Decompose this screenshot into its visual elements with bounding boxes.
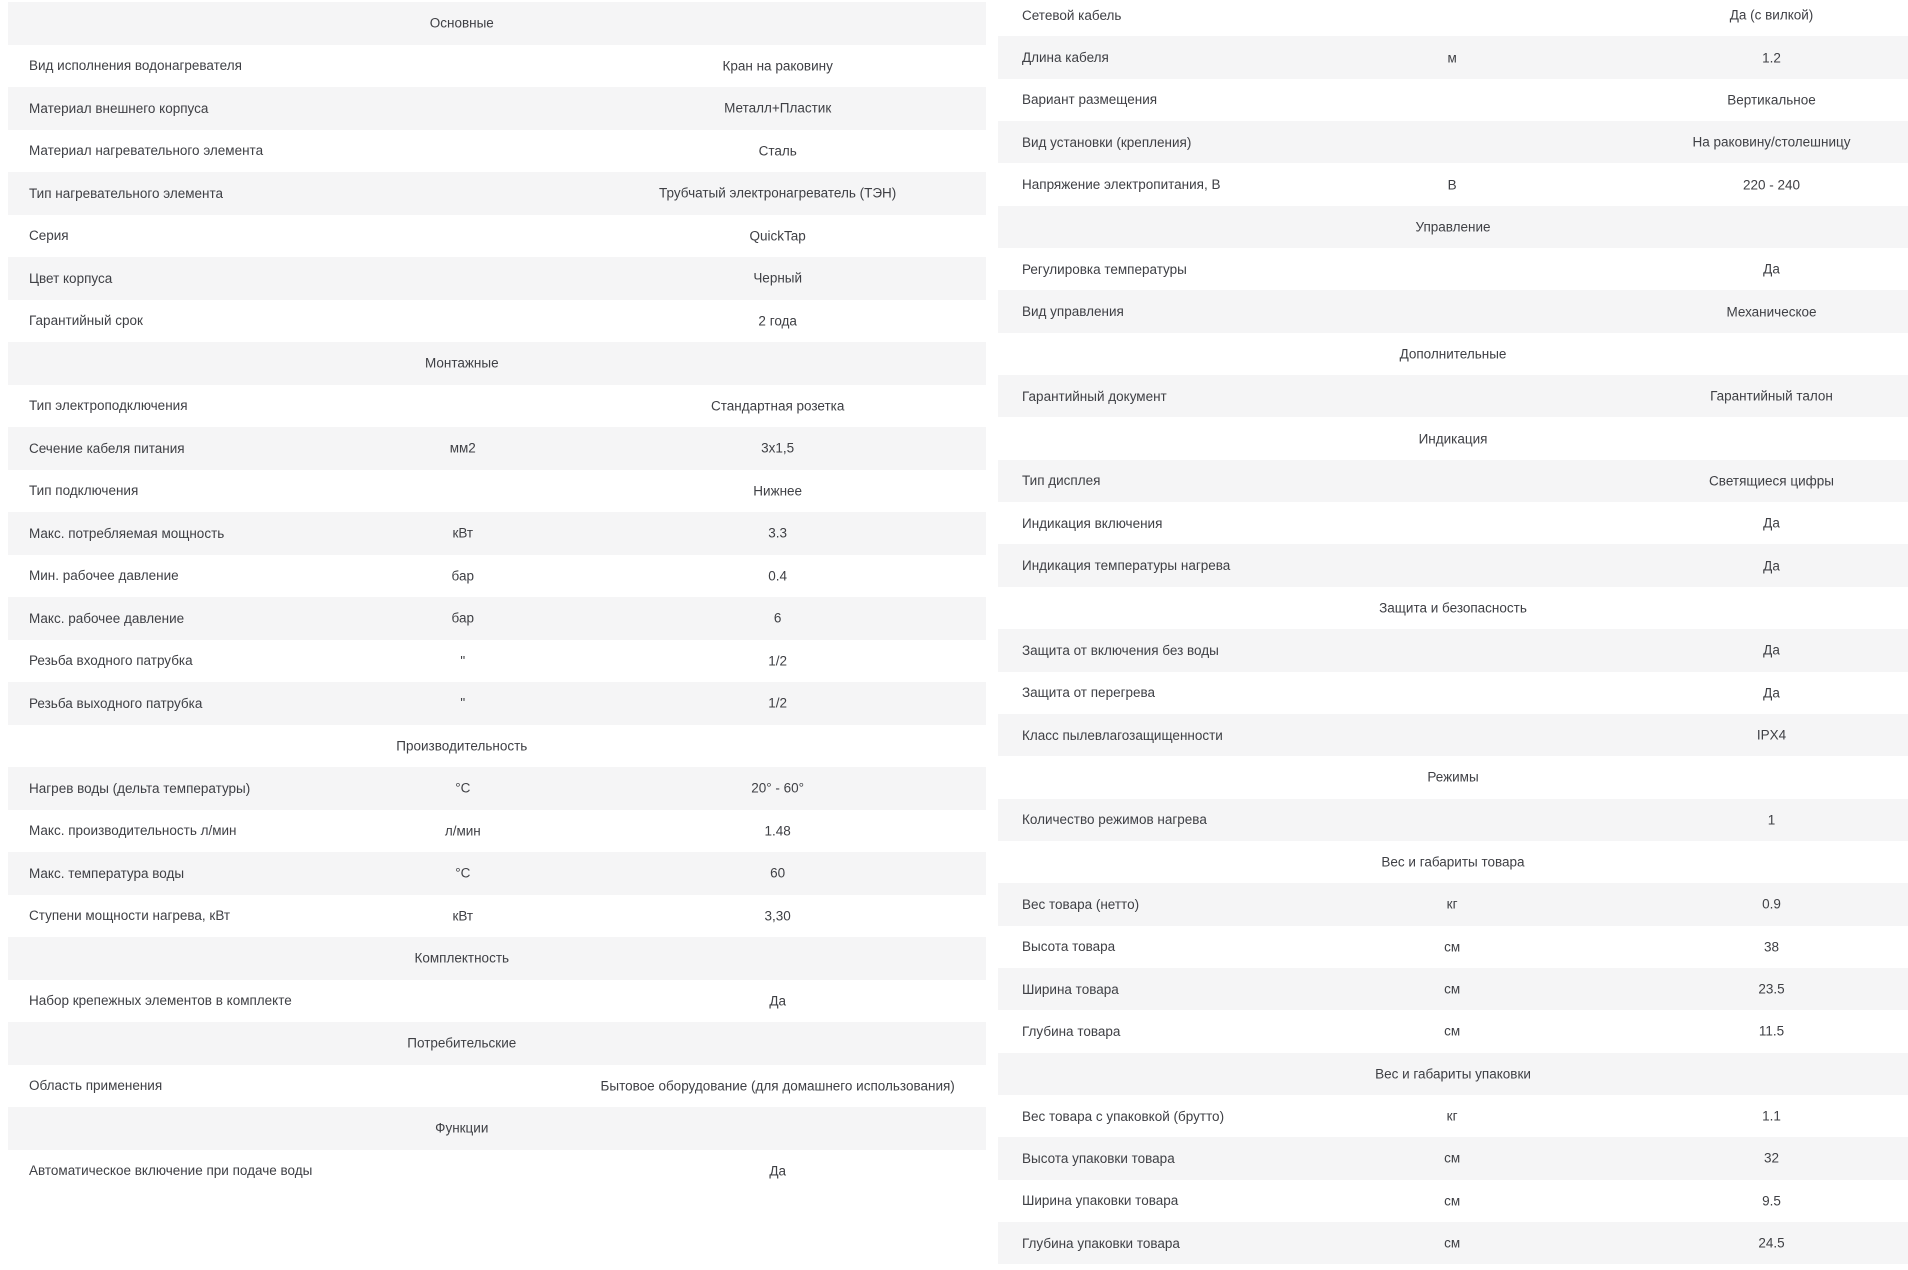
spec-row [8, 45, 986, 88]
section-header-row [998, 417, 1908, 459]
spec-value: Сталь [758, 143, 797, 159]
spec-value: 0.9 [1762, 896, 1781, 912]
spec-row [998, 36, 1908, 78]
spec-label: Защита от включения без воды [1022, 642, 1219, 658]
spec-label: Автоматическое включение при подаче воды [29, 1163, 313, 1179]
spec-value: 23.5 [1758, 981, 1785, 997]
section-header-row [998, 841, 1908, 883]
spec-value: 1.2 [1762, 50, 1781, 66]
spec-row [8, 512, 986, 555]
spec-unit: см [1444, 1150, 1461, 1166]
spec-row [8, 895, 986, 938]
spec-row [8, 640, 986, 683]
spec-row [8, 1150, 986, 1193]
spec-row [998, 248, 1908, 290]
spec-value: Вертикальное [1727, 92, 1816, 108]
spec-unit: " [460, 653, 466, 669]
spec-value: 1 [1767, 812, 1776, 828]
spec-value: На раковину/столешницу [1692, 134, 1851, 150]
section-header: Основные [429, 15, 494, 31]
spec-row [8, 980, 986, 1023]
spec-row [998, 672, 1908, 714]
spec-row [8, 172, 986, 215]
spec-label: Резьба выходного патрубка [29, 695, 203, 711]
spec-unit: кг [1446, 1108, 1458, 1124]
spec-unit: бар [451, 610, 474, 626]
section-header: Защита и безопасность [1379, 600, 1527, 616]
spec-label: Вид исполнения водонагревателя [29, 58, 242, 74]
spec-value: Да [1763, 515, 1780, 531]
spec-value: Да [769, 1163, 786, 1179]
spec-value: 3,30 [764, 908, 791, 924]
spec-label: Макс. потребляемая мощность [29, 525, 225, 541]
section-header: Режимы [1427, 769, 1479, 785]
spec-table-left [8, 2, 986, 1192]
spec-label: Гарантийный документ [1022, 388, 1167, 404]
spec-row [998, 1095, 1908, 1137]
spec-row [998, 1010, 1908, 1052]
spec-value: 3.3 [768, 525, 788, 541]
spec-value: Трубчатый электронагреватель (ТЭН) [659, 185, 897, 201]
section-header-row [8, 725, 986, 768]
spec-value: 1/2 [768, 695, 788, 711]
spec-value: 32 [1763, 1150, 1780, 1166]
spec-label: Вид управления [1022, 304, 1124, 320]
spec-row [998, 968, 1908, 1010]
spec-label: Тип электроподключения [29, 398, 188, 414]
spec-label: Индикация температуры нагрева [1022, 558, 1231, 574]
spec-row [8, 300, 986, 343]
spec-label: Гарантийный срок [29, 313, 143, 329]
spec-unit: см [1444, 1023, 1461, 1039]
spec-label: Регулировка температуры [1022, 261, 1187, 277]
spec-value: Механическое [1726, 304, 1817, 320]
spec-label: Серия [29, 228, 69, 244]
spec-value: 3х1,5 [761, 440, 795, 456]
spec-label: Цвет корпуса [29, 270, 113, 286]
spec-row [998, 1222, 1908, 1264]
spec-row [8, 555, 986, 598]
spec-row [8, 597, 986, 640]
spec-row [998, 1137, 1908, 1179]
spec-label: Макс. температура воды [29, 865, 185, 881]
spec-label: Сечение кабеля питания [29, 440, 185, 456]
spec-row [998, 926, 1908, 968]
spec-value: 2 года [758, 313, 797, 329]
spec-value: Светящиеся цифры [1709, 473, 1834, 489]
spec-label: Ширина упаковки товара [1022, 1193, 1179, 1209]
spec-row [998, 629, 1908, 671]
spec-label: Тип дисплея [1022, 473, 1101, 489]
spec-row [998, 714, 1908, 756]
spec-value: Бытовое оборудование (для домашнего использования) [600, 1078, 955, 1094]
spec-row [8, 470, 986, 513]
spec-unit: л/мин [444, 823, 481, 839]
spec-label: Вариант размещения [1022, 92, 1158, 108]
spec-row [8, 852, 986, 895]
section-header-row [998, 206, 1908, 248]
section-header: Вес и габариты упаковки [1375, 1066, 1531, 1082]
section-header: Дополнительные [1399, 346, 1507, 362]
spec-value: 60 [770, 865, 786, 881]
spec-label: Тип подключения [29, 483, 139, 499]
spec-row [998, 544, 1908, 586]
spec-label: Длина кабеля [1022, 50, 1109, 66]
spec-value: Да [1763, 558, 1780, 574]
spec-label: Макс. рабочее давление [29, 610, 185, 626]
spec-row [998, 799, 1908, 841]
spec-value: Да [1763, 642, 1780, 658]
spec-row [8, 87, 986, 130]
spec-value: 1.1 [1762, 1108, 1781, 1124]
section-header: Производительность [396, 738, 528, 754]
spec-row [998, 290, 1908, 332]
spec-row [8, 257, 986, 300]
spec-value: Да (с вилкой) [1729, 7, 1814, 23]
spec-value: 9.5 [1762, 1193, 1781, 1209]
spec-row [8, 385, 986, 428]
spec-unit: мм2 [449, 440, 476, 456]
spec-value: Металл+Пластик [724, 100, 832, 116]
spec-unit: " [460, 695, 466, 711]
spec-label: Сетевой кабель [1022, 7, 1122, 23]
spec-value: 0.4 [768, 568, 788, 584]
spec-label: Глубина упаковки товара [1022, 1235, 1180, 1251]
section-header-row [998, 587, 1908, 629]
section-header: Вес и габариты товара [1381, 854, 1525, 870]
spec-label: Область применения [29, 1078, 163, 1094]
spec-row [998, 883, 1908, 925]
spec-label: Индикация включения [1022, 515, 1163, 531]
spec-value: 11.5 [1758, 1023, 1785, 1039]
spec-value: Стандартная розетка [710, 398, 845, 414]
spec-row [8, 215, 986, 258]
spec-value: Да [1763, 261, 1780, 277]
spec-label: Защита от перегрева [1022, 685, 1156, 701]
spec-value: 1/2 [768, 653, 788, 669]
spec-unit: см [1444, 981, 1461, 997]
spec-unit: бар [451, 568, 474, 584]
section-header: Функции [435, 1120, 489, 1136]
section-header-row [8, 937, 986, 980]
section-header-row [998, 333, 1908, 375]
spec-label: Класс пылевлагозащищенности [1022, 727, 1223, 743]
spec-label: Нагрев воды (дельта температуры) [29, 780, 251, 796]
spec-row [8, 682, 986, 725]
spec-unit: кВт [452, 525, 474, 541]
spec-value: QuickTap [749, 228, 806, 244]
spec-label: Напряжение электропитания, В [1022, 177, 1221, 193]
spec-table-right [998, 0, 1908, 1264]
spec-label: Вес товара (нетто) [1022, 896, 1140, 912]
spec-value: 38 [1763, 939, 1780, 955]
spec-value: 1.48 [764, 823, 791, 839]
spec-label: Высота упаковки товара [1022, 1150, 1175, 1166]
spec-label: Ступени мощности нагрева, кВт [29, 908, 231, 924]
spec-label: Количество режимов нагрева [1022, 812, 1207, 828]
section-header: Монтажные [424, 355, 499, 371]
spec-label: Резьба входного патрубка [29, 653, 193, 669]
section-header-row [8, 1022, 986, 1065]
spec-label: Материал нагревательного элемента [29, 143, 264, 159]
spec-label: Глубина товара [1022, 1023, 1121, 1039]
spec-value: 6 [773, 610, 782, 626]
spec-label: Материал внешнего корпуса [29, 100, 209, 116]
spec-row [998, 1180, 1908, 1222]
spec-label: Мин. рабочее давление [29, 568, 179, 584]
spec-value: 24.5 [1758, 1235, 1785, 1251]
spec-row [998, 121, 1908, 163]
section-header: Потребительские [407, 1035, 517, 1051]
spec-value: Да [1763, 685, 1780, 701]
spec-row [8, 767, 986, 810]
spec-value: Кран на раковину [722, 58, 833, 74]
spec-value: IPX4 [1756, 727, 1787, 743]
section-header-row [998, 756, 1908, 798]
spec-row [8, 1065, 986, 1108]
spec-row [8, 130, 986, 173]
spec-label: Вид установки (крепления) [1022, 134, 1192, 150]
spec-label: Вес товара с упаковкой (брутто) [1022, 1108, 1225, 1124]
spec-row [998, 502, 1908, 544]
spec-value: Гарантийный талон [1710, 388, 1833, 404]
spec-unit: см [1444, 939, 1461, 955]
spec-unit: °C [455, 780, 471, 796]
spec-value: 220 - 240 [1742, 177, 1801, 193]
section-header: Управление [1415, 219, 1491, 235]
spec-unit: В [1447, 177, 1457, 193]
spec-unit: кг [1446, 896, 1458, 912]
section-header: Комплектность [414, 950, 510, 966]
spec-row [998, 460, 1908, 502]
spec-value: 20° - 60° [751, 780, 805, 796]
spec-unit: см [1444, 1193, 1461, 1209]
spec-row [998, 375, 1908, 417]
spec-row [8, 810, 986, 853]
section-header-row [8, 1107, 986, 1150]
spec-label: Макс. производительность л/мин [29, 823, 237, 839]
section-header-row [998, 1053, 1908, 1095]
spec-value: Нижнее [753, 483, 803, 499]
spec-label: Тип нагревательного элемента [29, 185, 224, 201]
spec-label: Ширина товара [1022, 981, 1119, 997]
spec-row [998, 0, 1908, 36]
spec-value: Черный [753, 270, 803, 286]
section-header-row [8, 2, 986, 45]
spec-row [998, 163, 1908, 205]
spec-unit: °C [455, 865, 471, 881]
spec-label: Высота товара [1022, 939, 1116, 955]
spec-row [998, 79, 1908, 121]
spec-unit: кВт [452, 908, 474, 924]
section-header-row [8, 342, 986, 385]
spec-label: Набор крепежных элементов в комплекте [29, 993, 292, 1009]
spec-unit: м [1447, 50, 1457, 66]
spec-value: Да [769, 993, 786, 1009]
spec-row [8, 427, 986, 470]
section-header: Индикация [1418, 431, 1488, 447]
spec-unit: см [1444, 1235, 1461, 1251]
